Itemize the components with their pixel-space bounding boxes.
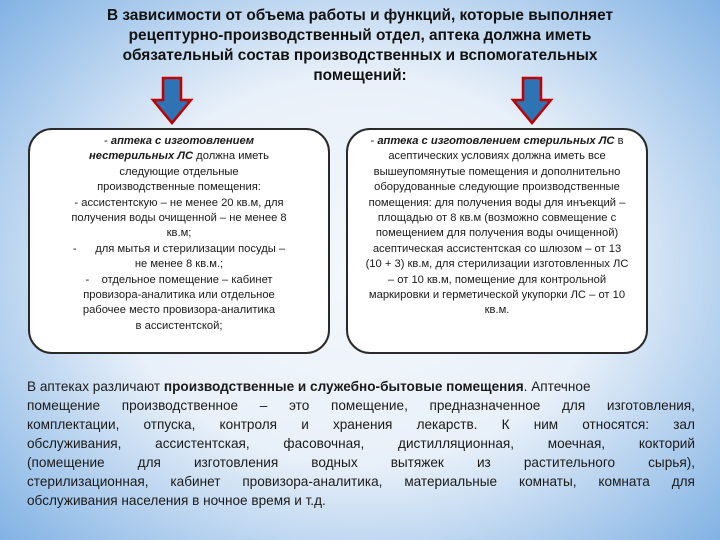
box-line: оборудованные следующие производственные	[374, 181, 620, 194]
paragraph-line: (помещение для изготовления водных вытяжек из растительного сырья),	[27, 455, 695, 470]
box-line: производственные помещения:	[97, 181, 261, 194]
box-line: - отдельное помещение – кабинет	[85, 273, 273, 286]
box-line: площадью от 8 кв.м (возможно совмещение с	[377, 212, 617, 225]
paragraph-line: помещение производственное – это помещение, предназначенное для изготовления,	[27, 398, 695, 413]
box-line: следующие отдельные	[119, 165, 239, 178]
nonsterile-pharmacy-box	[28, 128, 330, 354]
box-line: – от 10 кв.м, помещение для контрольной	[387, 273, 607, 286]
box-line: - ассистентскую – не менее 20 кв.м, для	[74, 196, 284, 209]
down-arrow-left-icon	[150, 76, 194, 126]
box-line: помещения: для получения воды для инъекций –	[368, 196, 626, 209]
paragraph-line: обслуживания, ассистентская, фасовочная, дистилляционная, моечная, кокторий	[27, 436, 695, 451]
box-line: кв.м;	[166, 227, 192, 240]
box-line: асептических условиях должна иметь все	[388, 150, 606, 163]
box-line: вышеупомянутые помещения и дополнительно	[373, 165, 621, 178]
sterile-pharmacy-box	[346, 128, 648, 354]
box-line: рабочее место провизора-аналитика	[82, 304, 276, 317]
box-line: не менее 8 кв.м.;	[134, 258, 224, 271]
box-line: кв.м.	[484, 304, 510, 317]
paragraph-line: комплектации, отпуска, контроля и хранения лекарств. К ним относятся: зал	[27, 417, 695, 432]
box-line: нестерильных ЛС должна иметь	[89, 150, 269, 163]
emphasis-text: аптека с изготовлением стерильных ЛС	[377, 135, 615, 147]
box-line: маркировки и герметической укупорки ЛС – от 10	[368, 289, 626, 302]
title-line: рецептурно-производственный отдел, аптека должна иметь	[128, 27, 592, 44]
emphasis-text: нестерильных ЛС	[89, 150, 194, 163]
body-paragraph	[27, 377, 695, 510]
title-line: обязательный состав производственных и вспомогательных	[122, 47, 598, 64]
box-line: асептическая ассистентская со шлюзом – от 13	[372, 242, 622, 255]
emphasis-text: аптека с изготовлением	[110, 135, 254, 147]
paragraph-line: обслуживания населения в ночное время и т.д.	[27, 493, 326, 508]
box-line: помещением для получения воды очищенной)	[375, 227, 619, 240]
paragraph-line: В аптеках различают производственные и служебно-бытовые помещения. Аптечное	[27, 379, 591, 394]
title-line: В зависимости от объема работы и функций, которые выполняет	[106, 7, 614, 24]
box-line: (10 + 3) кв.м, для стерилизации изготовленных ЛС	[365, 258, 629, 271]
box-line: в ассистентской;	[135, 319, 223, 332]
paragraph-line: стерилизационная, кабинет провизора-аналитика, материальные комнаты, комната для	[27, 474, 695, 489]
box-line: - для мытья и стерилизации посуды –	[72, 242, 286, 255]
slide-title	[40, 6, 680, 86]
box-line: получения воды очищенной – не менее 8	[71, 212, 287, 225]
box-line: - аптека с изготовлением стерильных ЛС в	[370, 135, 624, 147]
box-line: провизора-аналитика или отдельное	[83, 289, 275, 302]
down-arrow-right-icon	[510, 76, 554, 126]
title-line: помещений:	[313, 67, 407, 84]
box-line: - аптека с изготовлением	[104, 135, 254, 147]
emphasis-text: производственные и служебно-бытовые помещения	[163, 379, 524, 394]
